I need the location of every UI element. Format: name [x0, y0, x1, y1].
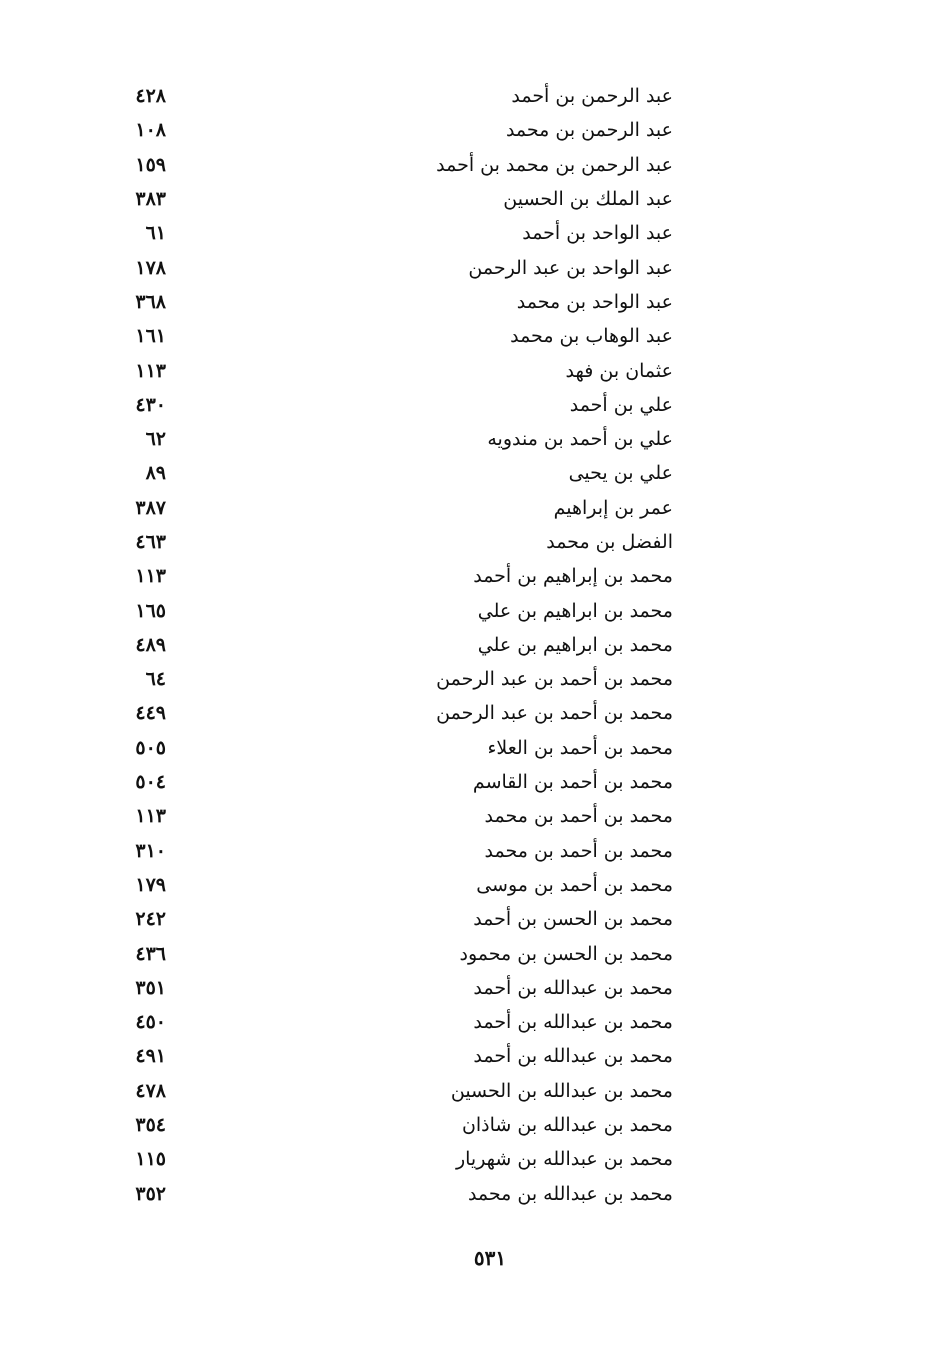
- entry-page-number: ١٧٨: [135, 256, 166, 279]
- entry-name: علي بن أحمد: [569, 393, 673, 416]
- index-entry: [118, 628, 673, 662]
- index-entry: [118, 936, 673, 970]
- index-entry: [118, 1142, 673, 1176]
- entry-page-number: ٥٠٥: [135, 736, 166, 759]
- entry-name: محمد بن ابراهيم بن علي: [477, 599, 673, 622]
- entry-name: عبد الواحد بن عبد الرحمن: [468, 256, 673, 279]
- entry-name: محمد بن عبدالله بن أحمد: [473, 976, 673, 999]
- index-entry: [118, 593, 673, 627]
- index-entry: [118, 868, 673, 902]
- index-entry: [118, 662, 673, 696]
- entry-name: عمر بن إبراهيم: [553, 496, 673, 519]
- entry-name: محمد بن عبدالله بن شهريار: [455, 1148, 673, 1171]
- entry-name: محمد بن الحسن بن محمود: [459, 942, 673, 965]
- entry-name: عبد الرحمن بن محمد: [505, 119, 673, 142]
- entry-name: علي بن يحيى: [568, 462, 673, 485]
- index-entry: [118, 1074, 673, 1108]
- index-entry: [118, 79, 673, 113]
- entry-page-number: ٣١٠: [135, 839, 166, 862]
- index-entry: [118, 834, 673, 868]
- entry-name: محمد بن عبدالله بن الحسين: [450, 1079, 673, 1102]
- index-entry: [118, 148, 673, 182]
- entry-name: محمد بن إبراهيم بن أحمد: [473, 565, 673, 588]
- entry-page-number: ٤٥٠: [135, 1011, 166, 1034]
- entry-name: محمد بن الحسن بن أحمد: [473, 908, 673, 931]
- entry-page-number: ٦٤: [145, 668, 166, 691]
- index-entry: [118, 971, 673, 1005]
- entry-page-number: ١١٣: [135, 359, 166, 382]
- index-entry: [118, 559, 673, 593]
- entry-name: محمد بن عبدالله بن أحمد: [473, 1011, 673, 1034]
- entry-page-number: ٤٣٠: [135, 393, 166, 416]
- entry-name: محمد بن أحمد بن القاسم: [472, 771, 673, 794]
- entry-page-number: ٤٣٦: [135, 942, 166, 965]
- entry-name: علي بن أحمد بن مندويه: [487, 428, 673, 451]
- entry-page-number: ٣٨٧: [135, 496, 166, 519]
- entry-page-number: ٣٨٣: [135, 188, 166, 211]
- entry-page-number: ١٠٨: [135, 119, 166, 142]
- entry-page-number: ١١٥: [135, 1148, 166, 1171]
- index-entry: [118, 1108, 673, 1142]
- index-entry: [118, 1005, 673, 1039]
- index-entry: [118, 491, 673, 525]
- index-entry: [118, 456, 673, 490]
- entry-page-number: ١٥٩: [135, 153, 166, 176]
- name-index-list: [118, 79, 673, 1211]
- entry-name: محمد بن أحمد بن العلاء: [487, 736, 673, 759]
- index-entry: [118, 113, 673, 147]
- index-entry: [118, 319, 673, 353]
- entry-page-number: ٤٦٣: [135, 531, 166, 553]
- entry-name: الفضل بن محمد: [546, 531, 673, 553]
- index-entry: [118, 799, 673, 833]
- index-entry: [118, 696, 673, 730]
- entry-name: عبد الرحمن بن محمد بن أحمد: [436, 153, 673, 176]
- entry-name: عبد الملك بن الحسين: [503, 188, 673, 211]
- entry-page-number: ٤٨٩: [135, 633, 166, 656]
- entry-name: محمد بن عبدالله بن شاذان: [461, 1114, 673, 1137]
- entry-name: محمد بن أحمد بن محمد: [484, 839, 673, 862]
- entry-page-number: ٣٥٤: [135, 1114, 166, 1137]
- entry-name: عبد الواحد بن محمد: [516, 290, 673, 313]
- entry-page-number: ٣٥٢: [135, 1182, 166, 1205]
- entry-page-number: ٤٧٨: [135, 1079, 166, 1102]
- entry-name: محمد بن أحمد بن عبد الرحمن: [436, 668, 673, 691]
- index-entry: [118, 388, 673, 422]
- entry-name: محمد بن أحمد بن عبد الرحمن: [436, 702, 673, 725]
- entry-name: محمد بن ابراهيم بن علي: [477, 633, 673, 656]
- entry-page-number: ٦١: [145, 222, 166, 245]
- index-entry: [118, 353, 673, 387]
- index-entry: [118, 1039, 673, 1073]
- entry-page-number: ٤٩١: [135, 1045, 166, 1068]
- entry-name: عثمان بن فهد: [565, 359, 673, 382]
- entry-name: محمد بن عبدالله بن محمد: [467, 1182, 673, 1205]
- entry-page-number: ٨٩: [145, 462, 166, 485]
- index-entry: [118, 902, 673, 936]
- entry-page-number: ٦٢: [145, 428, 166, 451]
- index-entry: [118, 765, 673, 799]
- entry-page-number: ٣٥١: [135, 976, 166, 999]
- index-entry: [118, 285, 673, 319]
- entry-name: محمد بن أحمد بن محمد: [484, 805, 673, 828]
- entry-page-number: ٤٢٨: [135, 85, 166, 108]
- entry-name: عبد الواحد بن أحمد: [522, 222, 673, 245]
- index-entry: [118, 422, 673, 456]
- entry-name: عبد الرحمن بن أحمد: [511, 85, 673, 108]
- entry-page-number: ٢٤٢: [135, 908, 166, 931]
- index-entry: [118, 216, 673, 250]
- index-entry: [118, 525, 673, 559]
- entry-page-number: ٣٦٨: [135, 290, 166, 313]
- page-number: ٥٣١: [473, 1246, 507, 1270]
- entry-name: عبد الوهاب بن محمد: [510, 325, 673, 348]
- index-entry: [118, 182, 673, 216]
- entry-page-number: ١١٣: [135, 565, 166, 588]
- index-entry: [118, 731, 673, 765]
- entry-page-number: ١٦١: [135, 325, 166, 348]
- index-entry: [118, 250, 673, 284]
- entry-name: محمد بن أحمد بن موسى: [476, 873, 673, 896]
- entry-page-number: ١٦٥: [135, 599, 166, 622]
- index-entry: [118, 1177, 673, 1211]
- entry-page-number: ١١٣: [135, 805, 166, 828]
- entry-name: محمد بن عبدالله بن أحمد: [473, 1045, 673, 1068]
- entry-page-number: ١٧٩: [135, 873, 166, 896]
- entry-page-number: ٥٠٤: [135, 771, 166, 794]
- entry-page-number: ٤٤٩: [135, 702, 166, 725]
